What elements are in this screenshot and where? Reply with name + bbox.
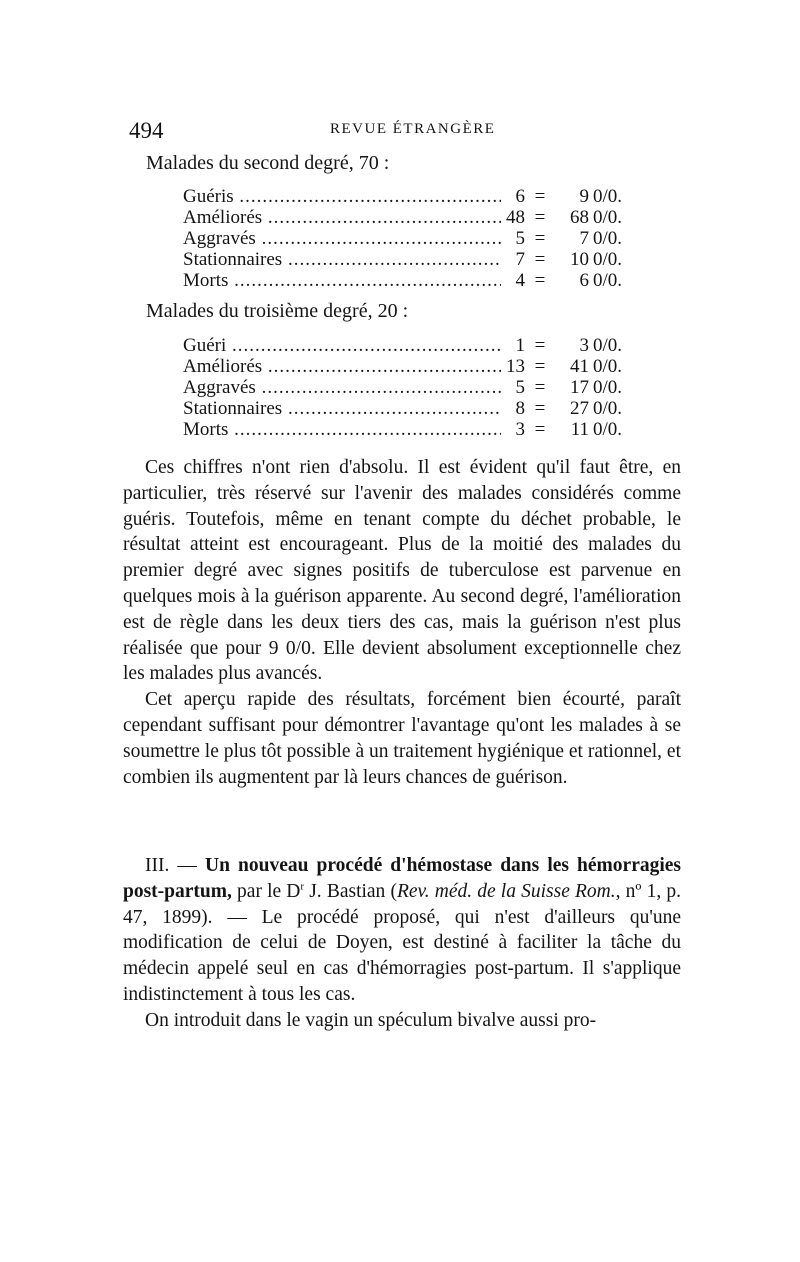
section-title: Un nouveau procédé d'hémostase dans les hémorragies post-partum,	[123, 855, 682, 902]
stat-percent: 17	[570, 377, 589, 398]
stat-suffix: 0/0.	[593, 270, 623, 291]
author-superscript: r	[300, 880, 305, 893]
equals-sign: =	[534, 335, 546, 356]
stat-percent: 3	[579, 335, 589, 356]
stat-label: Aggravés .....	[183, 377, 501, 398]
section-three	[123, 853, 681, 1034]
third-degree-heading: Malades du troisième degré, 20 :	[146, 300, 409, 322]
stat-label: Morts .....	[183, 419, 501, 440]
equals-sign: =	[534, 419, 546, 440]
equals-sign: =	[534, 398, 546, 419]
stat-label: Stationnaires .....	[183, 249, 501, 270]
section-three-paragraph	[123, 853, 681, 1008]
stat-count: 1	[515, 335, 525, 356]
stat-suffix: 0/0.	[593, 377, 623, 398]
stat-suffix: 0/0.	[593, 228, 623, 249]
stat-suffix: 0/0.	[593, 356, 623, 377]
third-degree-table	[183, 335, 643, 440]
stat-count: 7	[515, 249, 525, 270]
stat-label: Améliorés .....	[183, 356, 501, 377]
equals-sign: =	[534, 249, 546, 270]
author-name: J. Bastian (	[304, 880, 397, 902]
stat-percent: 7	[579, 228, 589, 249]
running-title: REVUE ÉTRANGÈRE	[330, 121, 496, 137]
stat-count: 5	[515, 228, 525, 249]
stat-count: 3	[515, 419, 525, 440]
paragraph: Cet aperçu rapide des résultats, forcément bien écourté, paraît cependant suffisant pour démontrer l'avantage qu'ont les malades à se soumettre le plus tôt possible à un traitement hygiénique et rationnel, et combien ils augmentent par là leurs chances de guérison.	[123, 689, 681, 788]
stat-row	[183, 270, 643, 291]
paragraph: Ces chiffres n'ont rien d'absolu. Il est évident qu'il faut être, en particulier, très réservé sur l'avenir des malades considérés comme guéris. Toutefois, même en tenant compte du déchet probable, le résultat atteint est encourageant. Plus de la moitié des malades du premier degré avec signes positifs de tuberculose est parvenue en quelques mois à la guérison apparente. Au second degré, l'amélioration est de règle dans les deux tiers des cas, mais la guérison n'est plus réalisée que pour 9 0/0. Elle devient absolument exceptionnelle chez les malades plus avancés.	[123, 457, 681, 685]
equals-sign: =	[534, 356, 546, 377]
stat-percent: 41	[570, 356, 589, 377]
stat-suffix: 0/0.	[593, 398, 623, 419]
stat-percent: 27	[570, 398, 589, 419]
citation-text: , nº 1, p. 47, 1899). — Le procédé proposé, qui n'est d'ailleurs qu'une modification de celui de Doyen, est destiné à faciliter la tâche du médecin appelé seul en cas d'hémorragies post-partum. Il s'applique indistinctement à tous les cas.	[123, 880, 682, 1005]
page-number: 494	[129, 118, 164, 143]
second-degree-heading: Malades du second degré, 70 :	[146, 152, 390, 174]
stat-row	[183, 249, 643, 270]
stat-row	[183, 228, 643, 249]
stat-row	[183, 398, 643, 419]
equals-sign: =	[534, 186, 546, 207]
equals-sign: =	[534, 207, 546, 228]
stat-percent: 68	[570, 207, 589, 228]
stat-percent: 6	[579, 270, 589, 291]
equals-sign: =	[534, 228, 546, 249]
body-text	[123, 455, 681, 790]
paragraph: On introduit dans le vagin un spéculum bivalve aussi pro-	[145, 1009, 597, 1031]
stat-count: 13	[506, 356, 525, 377]
stat-label: Guéris .....	[183, 186, 501, 207]
stat-count: 48	[506, 207, 525, 228]
equals-sign: =	[534, 270, 546, 291]
stat-percent: 10	[570, 249, 589, 270]
stat-count: 8	[515, 398, 525, 419]
stat-count: 6	[515, 186, 525, 207]
stat-row	[183, 207, 643, 228]
stat-suffix: 0/0.	[593, 249, 623, 270]
stat-suffix: 0/0.	[593, 419, 623, 440]
stat-row	[183, 356, 643, 377]
stat-percent: 9	[579, 186, 589, 207]
stat-label: Améliorés .....	[183, 207, 501, 228]
journal-title: Rev. méd. de la Suisse Rom.	[396, 880, 616, 902]
section-numeral: III. —	[145, 855, 206, 876]
stat-count: 4	[515, 270, 525, 291]
stat-suffix: 0/0.	[593, 207, 623, 228]
stat-label: Aggravés .....	[183, 228, 501, 249]
stat-count: 5	[515, 377, 525, 398]
stat-label: Stationnaires .....	[183, 398, 501, 419]
author-prefix: par le D	[231, 880, 301, 902]
stat-label: Morts .....	[183, 270, 501, 291]
stat-suffix: 0/0.	[593, 335, 623, 356]
second-degree-table	[183, 186, 643, 291]
stat-row	[183, 186, 643, 207]
stat-percent: 11	[570, 419, 589, 440]
stat-suffix: 0/0.	[593, 186, 623, 207]
stat-row	[183, 335, 643, 356]
stat-row	[183, 419, 643, 440]
equals-sign: =	[534, 377, 546, 398]
stat-row	[183, 377, 643, 398]
stat-label: Guéri .....	[183, 335, 501, 356]
